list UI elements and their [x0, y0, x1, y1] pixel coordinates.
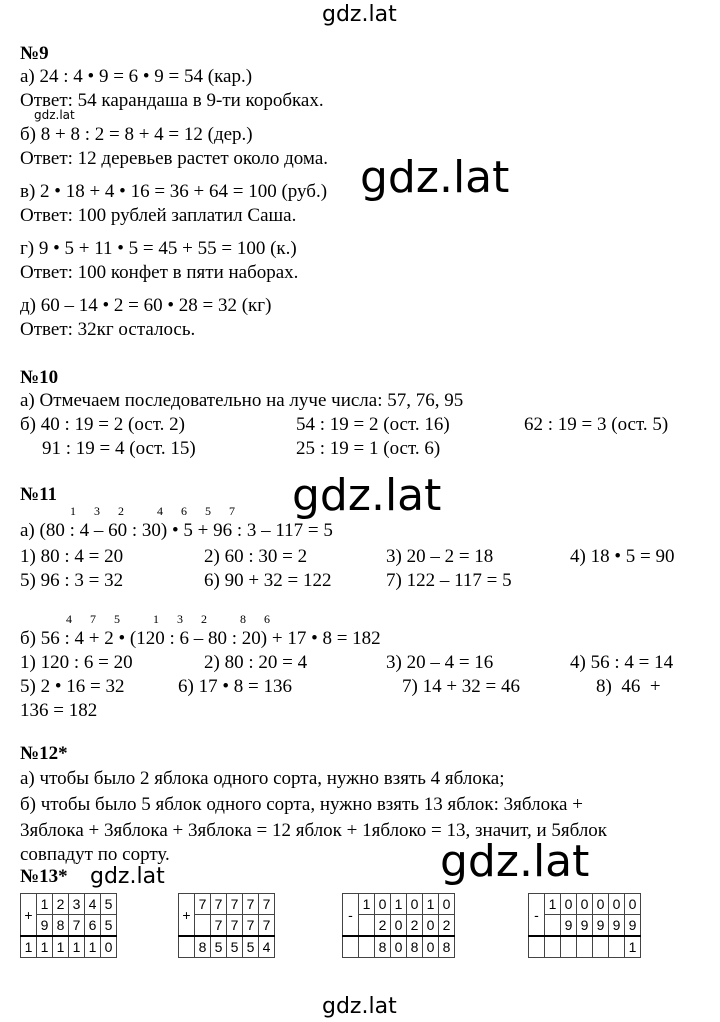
task-11-step: 1) 120 : 6 = 20	[20, 652, 133, 673]
task-10-line: 62 : 19 = 3 (ост. 5)	[524, 414, 669, 435]
digit-cell: 5	[101, 894, 117, 915]
task-11a-expression: а) (80 : 4 – 60 : 30) • 5 + 96 : 3 – 117 = 5	[20, 520, 333, 541]
digit-cell: 9	[577, 915, 593, 937]
digit-cell: 5	[211, 936, 227, 958]
digit-cell: 7	[243, 915, 259, 937]
digit-cell	[359, 936, 375, 958]
task-9-line: д) 60 – 14 • 2 = 60 • 28 = 32 (кг)	[20, 295, 272, 316]
digit-cell: 7	[227, 915, 243, 937]
task-11-title: №11	[20, 484, 58, 505]
digit-cell: 7	[211, 894, 227, 915]
watermark-near-13: gdz.lat	[90, 864, 165, 889]
subtraction-grid-1	[342, 893, 455, 958]
digit-cell: 5	[243, 936, 259, 958]
digit-cell: 1	[391, 894, 407, 915]
task-11-step: 2) 80 : 20 = 4	[204, 652, 308, 673]
task-11-step: 2) 60 : 30 = 2	[204, 546, 308, 567]
digit-cell	[577, 936, 593, 958]
digit-cell: 9	[609, 915, 625, 937]
digit-cell: 7	[69, 915, 85, 937]
task-11-step: 8) 46 +	[596, 676, 661, 697]
digit-cell	[195, 915, 211, 937]
digit-cell: 1	[85, 936, 101, 958]
minus-sign: -	[343, 894, 359, 937]
watermark-big-1: gdz.lat	[360, 152, 510, 203]
digit-cell	[561, 936, 577, 958]
digit-cell	[609, 936, 625, 958]
task-11b-order-numbers: 4 7 5 1 3 2 8 6	[66, 612, 270, 626]
watermark-small: gdz.lat	[34, 108, 75, 122]
digit-cell	[529, 936, 545, 958]
task-11-step: 5) 2 • 16 = 32	[20, 676, 125, 697]
addition-grid-2	[178, 893, 275, 958]
digit-cell	[545, 936, 561, 958]
digit-cell: 7	[211, 915, 227, 937]
plus-sign: +	[179, 894, 195, 937]
digit-cell: 0	[423, 915, 439, 937]
digit-cell: 8	[375, 936, 391, 958]
watermark-big-3: gdz.lat	[440, 836, 590, 887]
digit-cell: 1	[53, 936, 69, 958]
task-11-step: 7) 14 + 32 = 46	[402, 676, 521, 697]
task-12-line: б) чтобы было 5 яблок одного сорта, нужно взять 13 яблок: 3яблока +	[20, 794, 583, 815]
digit-cell	[343, 936, 359, 958]
digit-cell: 2	[375, 915, 391, 937]
task-10-line: 54 : 19 = 2 (ост. 16)	[296, 414, 450, 435]
task-11-step: 6) 17 • 8 = 136	[178, 676, 292, 697]
digit-cell: 8	[407, 936, 423, 958]
task-11-step: 7) 122 – 117 = 5	[386, 570, 512, 591]
digit-cell: 1	[625, 936, 641, 958]
task-11-step: 4) 56 : 4 = 14	[570, 652, 674, 673]
task-10-title: №10	[20, 367, 59, 388]
digit-cell: 0	[593, 894, 609, 915]
minus-sign: -	[529, 894, 545, 937]
watermark-big-2: gdz.lat	[292, 470, 442, 521]
task-13-title: №13*	[20, 866, 68, 887]
digit-cell: 0	[407, 894, 423, 915]
watermark-bottom: gdz.lat	[322, 994, 397, 1019]
digit-cell: 9	[561, 915, 577, 937]
digit-cell: 7	[243, 894, 259, 915]
digit-cell: 0	[609, 894, 625, 915]
task-11-step: 3) 20 – 4 = 16	[386, 652, 494, 673]
digit-cell: 4	[259, 936, 275, 958]
task-11-step: 6) 90 + 32 = 122	[204, 570, 332, 591]
digit-cell: 0	[577, 894, 593, 915]
task-11b-expression: б) 56 : 4 + 2 • (120 : 6 – 80 : 20) + 17 • 8 = 182	[20, 628, 381, 649]
digit-cell: 0	[375, 894, 391, 915]
task-9-line: б) 8 + 8 : 2 = 8 + 4 = 12 (дер.)	[20, 124, 253, 145]
task-12-line: 3яблока + 3яблока + 3яблока = 12 яблок + 1яблоко = 13, значит, и 5яблок	[20, 820, 608, 841]
digit-cell: 7	[227, 894, 243, 915]
digit-cell: 7	[259, 915, 275, 937]
digit-cell: 6	[85, 915, 101, 937]
digit-cell: 1	[37, 936, 53, 958]
digit-cell: 5	[101, 915, 117, 937]
digit-cell	[179, 936, 195, 958]
task-11-step: 3) 20 – 2 = 18	[386, 546, 494, 567]
digit-cell: 2	[439, 915, 455, 937]
digit-cell: 9	[593, 915, 609, 937]
digit-cell: 0	[625, 894, 641, 915]
task-12-title: №12*	[20, 743, 68, 764]
task-10-line: а) Отмечаем последовательно на луче числа: 57, 76, 95	[20, 390, 464, 411]
task-9-line: в) 2 • 18 + 4 • 16 = 36 + 64 = 100 (руб.)	[20, 181, 328, 202]
digit-cell	[545, 915, 561, 937]
digit-cell: 1	[21, 936, 37, 958]
digit-cell	[593, 936, 609, 958]
digit-cell: 2	[407, 915, 423, 937]
task-9-title: №9	[20, 43, 49, 64]
digit-cell: 7	[259, 894, 275, 915]
digit-cell: 1	[69, 936, 85, 958]
digit-cell: 7	[195, 894, 211, 915]
digit-cell: 0	[391, 936, 407, 958]
task-10-line: 25 : 19 = 1 (ост. 6)	[296, 438, 441, 459]
digit-cell: 5	[227, 936, 243, 958]
digit-cell: 0	[561, 894, 577, 915]
digit-cell: 0	[101, 936, 117, 958]
task-9-line: Ответ: 100 рублей заплатил Саша.	[20, 205, 297, 226]
digit-cell: 9	[625, 915, 641, 937]
digit-cell: 1	[423, 894, 439, 915]
digit-cell: 8	[439, 936, 455, 958]
digit-cell: 8	[195, 936, 211, 958]
task-10-line: б) 40 : 19 = 2 (ост. 2)	[20, 414, 185, 435]
digit-cell: 0	[423, 936, 439, 958]
plus-sign: +	[21, 894, 37, 937]
task-11-step: 1) 80 : 4 = 20	[20, 546, 124, 567]
task-9-line: г) 9 • 5 + 11 • 5 = 45 + 55 = 100 (к.)	[20, 238, 297, 259]
task-11-step: 5) 96 : 3 = 32	[20, 570, 124, 591]
task-10-line: 91 : 19 = 4 (ост. 15)	[42, 438, 196, 459]
task-12-line: а) чтобы было 2 яблока одного сорта, нужно взять 4 яблока;	[20, 768, 505, 789]
task-11-step: 136 = 182	[20, 700, 98, 721]
task-9-line: а) 24 : 4 • 9 = 6 • 9 = 54 (кар.)	[20, 66, 253, 87]
digit-cell: 4	[85, 894, 101, 915]
digit-cell: 1	[545, 894, 561, 915]
digit-cell	[359, 915, 375, 937]
watermark-top: gdz.lat	[322, 2, 397, 27]
task-9-line: Ответ: 12 деревьев растет около дома.	[20, 148, 329, 169]
digit-cell: 1	[359, 894, 375, 915]
task-9-line: Ответ: 100 конфет в пяти наборах.	[20, 262, 299, 283]
digit-cell: 3	[69, 894, 85, 915]
digit-cell: 9	[37, 915, 53, 937]
task-12-line: совпадут по сорту.	[20, 844, 170, 865]
digit-cell: 0	[439, 894, 455, 915]
digit-cell: 0	[391, 915, 407, 937]
addition-grid-1	[20, 893, 117, 958]
task-9-line: Ответ: 54 карандаша в 9-ти коробках.	[20, 90, 324, 111]
digit-cell: 2	[53, 894, 69, 915]
task-11-step: 4) 18 • 5 = 90	[570, 546, 675, 567]
subtraction-grid-2	[528, 893, 641, 958]
task-11a-order-numbers: 1 3 2 4 6 5 7	[70, 504, 235, 518]
task-9-line: Ответ: 32кг осталось.	[20, 319, 196, 340]
digit-cell: 1	[37, 894, 53, 915]
digit-cell: 8	[53, 915, 69, 937]
